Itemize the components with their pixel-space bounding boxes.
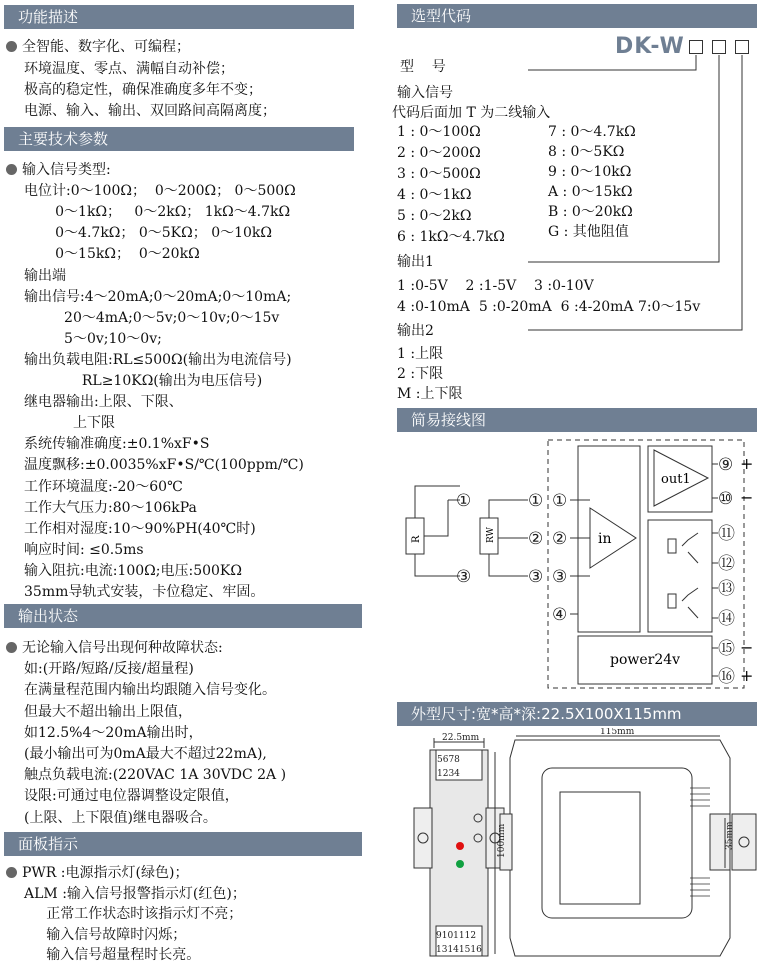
text-line: 如:(开路/短路/反接/超量程) [24,661,194,678]
text-line: 20～4mA;0～5v;0～10v;0～15v [24,309,280,326]
dims-drawing [400,728,760,964]
term-r-1: ① [456,491,472,511]
tech-header: 主要技术参数 [4,127,354,151]
text-line: 输入信号类型: [6,160,111,180]
bullet-icon [6,642,17,653]
code-header: 选型代码 [397,4,757,28]
out1-title: 输出1 [397,254,434,270]
input-note: 代码后面加 T 为二线输入 [392,105,551,121]
text-line: 工作大气压力:80～106kPa [24,499,197,516]
bullet-icon [6,867,17,878]
term-m-1: ① [528,491,544,511]
text-line: 上下限 [24,415,115,432]
text-line: RL≥10KΩ(输出为电压信号) [24,373,263,389]
out2-line: M :上下限 [397,386,463,402]
dim-width: 22.5mm [442,733,480,743]
text-line: (上限、上下限值)继电器吸合。 [24,809,217,826]
out1-row2: 4 :0-10mA 5 :0-20mA 6 :4-20mA 7:0～15v [397,299,701,315]
term-13: ⑬ [718,579,735,599]
input-title: 输入信号 [397,85,453,101]
func-header: 功能描述 [4,5,354,29]
text-line: 设限:可通过电位器调整设定限值， [24,788,239,805]
out2-title: 输出2 [397,323,434,339]
wiring-diagram [398,436,760,694]
power-label: power24v [610,652,681,668]
term-m-2: ② [528,529,544,549]
text-line: 无论输入信号出现何种故障状态: [6,638,223,658]
pwr-led-icon [456,860,464,868]
text-line: 输入阻抗:电流:100Ω;电压:500KΩ [24,562,242,579]
dim-depth: 115mm [600,728,635,737]
text-line: 系统传输准确度:±0.1%xF•S [24,436,210,453]
rw-label: RW [486,527,496,543]
text-line: 6 : 1kΩ～4.7kΩ [397,229,505,245]
panel-header: 面板指示 [4,832,362,856]
text-line: 继电器输出:上限、下限、 [24,394,183,411]
brand-code: DK-W [615,34,685,59]
text-line: (最小输出可为0mA最大不超过22mA), [24,746,267,762]
text-line: 2 : 0～200Ω [397,145,481,161]
out-header: 输出状态 [4,604,362,628]
r-label: R [411,535,422,543]
model-label: 型 号 [400,59,446,75]
term-in-2: ② [552,529,568,549]
minus-15: − [740,638,754,657]
text-line: 输出负载电阻:RL≤500Ω(输出为电流信号) [24,351,292,368]
term-in-1: ① [552,491,568,511]
term-top-row2: 1234 [437,769,460,779]
term-m-3: ③ [528,567,544,587]
text-line: 4 : 0～1kΩ [397,187,472,203]
func-line: 全智能、数字化、可编程； [6,37,190,57]
term-14: ⑭ [718,609,735,629]
dim-rail: 35mm [725,821,735,850]
text-line: 响应时间: ≤0.5ms [24,541,144,558]
out2-line: 1 :上限 [397,346,444,362]
text-line: 工作环境温度:-20～60℃ [24,478,183,495]
text-line: PWR :电源指示灯(绿色)； [6,863,188,883]
text-line: 1 : 0～100Ω [397,124,481,140]
text-line: B : 0～20kΩ [548,204,633,220]
out2-line: 2 :下限 [397,366,444,382]
wiring-header: 简易接线图 [397,408,757,432]
term-bot-row1: 9101112 [436,931,477,941]
dims-header: 外型尺寸:宽*高*深:22.5X100X115mm [397,702,757,726]
func-line: 极高的稳定性，确保准确度多年不变； [24,82,262,98]
term-9: ⑨ [718,455,734,475]
text-line: ALM :输入信号报警指示灯(红色)； [24,885,246,902]
text-line: 9 : 0～10kΩ [548,164,632,180]
text-line: 输入信号超量程时长亮。 [24,947,201,963]
in-label: in [598,531,612,547]
term-in-4: ④ [552,605,568,625]
text-line: 温度飘移:±0.0035%xF•S/℃(100ppm/℃) [24,457,304,474]
term-in-3: ③ [552,567,568,587]
term-12: ⑫ [718,554,735,574]
text-line: 35mm导轨式安装，卡位稳定、牢固。 [24,584,265,600]
term-16: ⑯ [718,667,735,687]
text-line: 正常工作状态时该指示灯不亮； [24,906,243,922]
plus-9: + [740,454,754,473]
text-line: 输出端 [24,267,66,284]
text-line: 0～4.7kΩ； 0～5KΩ； 0～10kΩ [24,225,273,242]
out1-row1: 1 :0-5V 2 :1-5V 3 :0-10V [397,278,594,294]
text-line: 7 : 0～4.7kΩ [548,124,636,140]
term-10: ⑩ [718,489,734,509]
term-15: ⑮ [718,639,735,659]
text-line: 输入信号故障时闪烁； [24,926,187,943]
text-line: 0～1kΩ； 0～2kΩ； 1kΩ～4.7kΩ [24,204,291,221]
text-line: A : 0～15kΩ [548,184,633,200]
text-line: 但最大不超出输出上限值， [24,703,192,720]
text-line: 8 : 0～5KΩ [548,144,625,160]
dim-height: 100mm [497,823,507,858]
term-r-3: ③ [456,567,472,587]
func-line: 电源、输入、输出、双回路间高隔离度； [24,103,276,119]
term-top-row1: 5678 [437,755,460,765]
text-line: 输出信号:4～20mA;0～20mA;0～10mA; [24,288,292,305]
code-leader-lines [0,0,765,420]
text-line: 3 : 0～500Ω [397,166,481,182]
text-line: 5～0v;10～0v; [24,330,162,347]
alm-led-icon [456,842,464,850]
text-line: 在满量程范围内输出均跟随入信号变化。 [24,682,276,699]
text-line: 工作相对湿度:10～90%PH(40℃时) [24,520,256,537]
plus-16: + [740,666,754,685]
text-line: 5 : 0～2kΩ [397,208,472,224]
text-line: 电位计:0～100Ω； 0～200Ω； 0～500Ω [24,183,296,200]
term-bot-row2: 13141516 [436,945,482,955]
text-line: 0～15kΩ； 0～20kΩ [24,246,200,263]
text-line: G : 其他阻值 [548,224,629,240]
minus-10: − [740,488,754,507]
text-line: 触点负载电流:(220VAC 1A 30VDC 2A ) [24,767,287,784]
func-line: 环境温度、零点、满幅自动补偿； [24,61,234,77]
out1-label: out1 [661,472,691,487]
term-11: ⑪ [718,524,735,544]
text-line: 如12.5%4～20mA输出时， [24,724,203,741]
